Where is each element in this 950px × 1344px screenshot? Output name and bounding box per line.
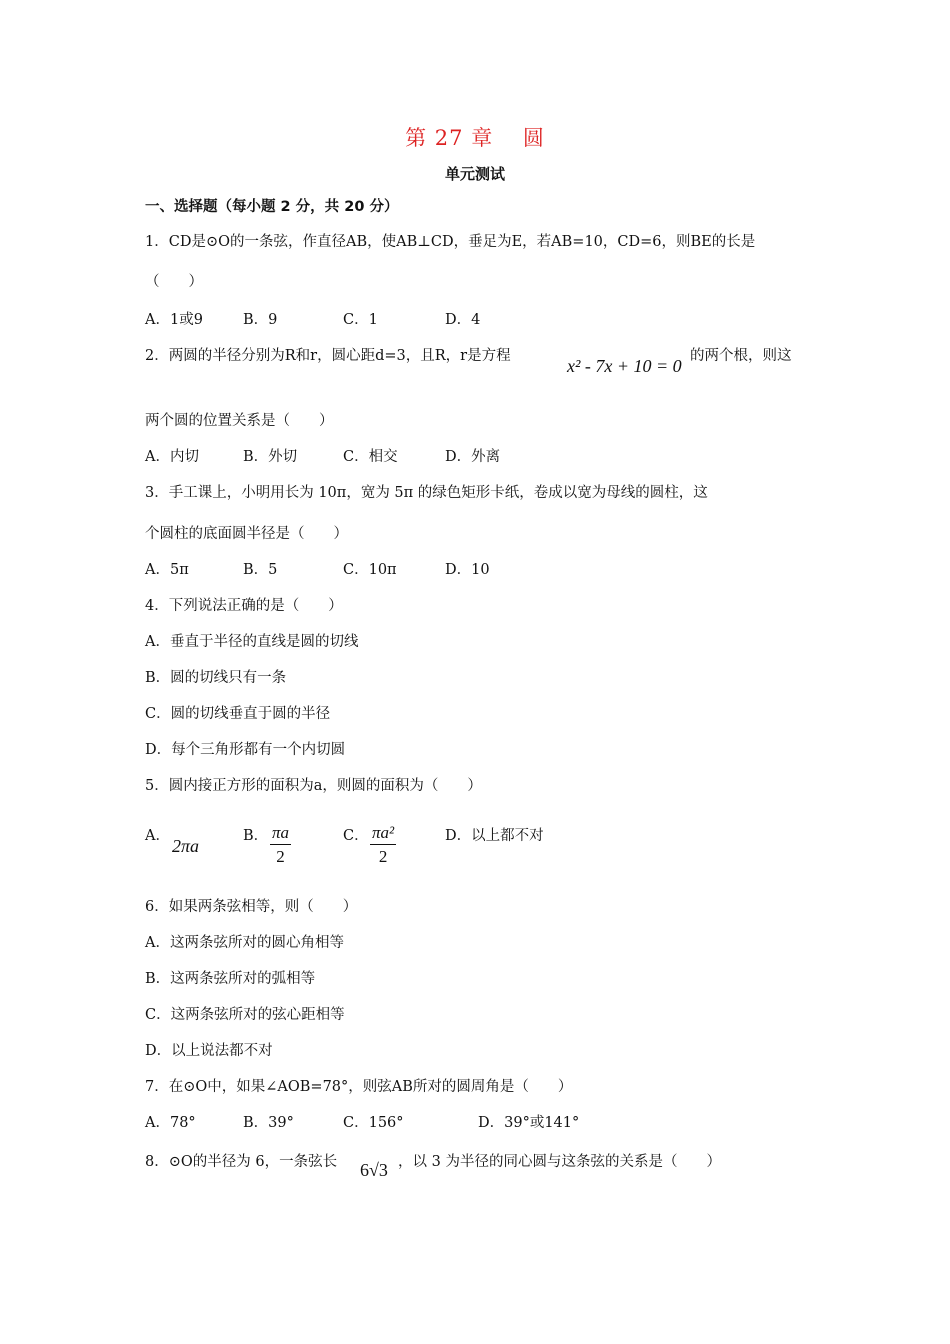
- q5-c-denominator: 2: [378, 847, 388, 866]
- q4-option-c: C．圆的切线垂直于圆的半径: [145, 706, 331, 722]
- q3-option-c: C．10π: [343, 562, 397, 578]
- question-6-text: 6．如果两条弦相等，则（ ）: [145, 899, 358, 915]
- q5-c-numerator: πa²: [370, 822, 396, 845]
- question-3-text: 3．手工课上，小明用长为 10π，宽为 5π 的绿色矩形卡纸，卷成以宽为母线的圆柱，这: [145, 485, 708, 501]
- q5-option-b-fraction: [270, 822, 291, 869]
- q3-option-b: B．5: [243, 562, 278, 578]
- q1-option-a: A．1或9: [145, 312, 203, 328]
- q7-option-a: A．78°: [145, 1115, 196, 1131]
- question-2-text-b: 的两个根，则这: [690, 348, 792, 364]
- question-3-text-line2: 个圆柱的底面圆半径是（ ）: [145, 526, 348, 542]
- question-8-text-a: 8．⊙O的半径为 6，一条弦长: [145, 1154, 338, 1170]
- q2-option-d: D．外离: [445, 449, 501, 465]
- question-1-text: 1．CD是⊙O的一条弦，作直径AB，使AB⊥CD，垂足为E，若AB=10，CD=6，则BE的长是: [145, 234, 756, 250]
- question-8-text-b: ，以 3 为半径的同心圆与这条弦的关系是（ ）: [398, 1154, 721, 1170]
- question-5-text: 5．圆内接正方形的面积为a，则圆的面积为（ ）: [145, 778, 482, 794]
- chapter-title: 第 27 章 圆: [405, 126, 545, 150]
- q2-equation: x² - 7x + 10 = 0: [567, 356, 682, 376]
- q2-option-c: C．相交: [343, 449, 398, 465]
- q6-option-d: D．以上说法都不对: [145, 1043, 273, 1059]
- question-1-paren: （ ）: [145, 274, 203, 290]
- q7-option-d: D．39°或141°: [478, 1115, 580, 1131]
- q8-chord-length: 6√3: [360, 1160, 388, 1180]
- q1-option-b: B．9: [243, 312, 278, 328]
- q7-option-b: B．39°: [243, 1115, 294, 1131]
- q5-option-c-label: C．: [343, 828, 369, 844]
- q5-option-b-label: B．: [243, 828, 269, 844]
- q7-option-c: C．156°: [343, 1115, 404, 1131]
- section-heading: 一、选择题（每小题 2 分，共 20 分）: [145, 199, 399, 215]
- q4-option-d: D．每个三角形都有一个内切圆: [145, 742, 346, 758]
- q5-option-a-label: A．: [145, 828, 170, 844]
- q3-option-a: A．5π: [145, 562, 189, 578]
- q1-option-d: D．4: [445, 312, 481, 328]
- q2-option-b: B．外切: [243, 449, 298, 465]
- q5-option-d: D．以上都不对: [445, 828, 544, 844]
- q5-b-numerator: πa: [270, 822, 291, 845]
- q5-option-c-fraction: [370, 822, 396, 869]
- question-2-text-a: 2．两圆的半径分别为R和r，圆心距d=3，且R，r是方程: [145, 348, 511, 364]
- question-2-text-line2: 两个圆的位置关系是（ ）: [145, 413, 334, 429]
- q5-option-a-math: 2πa: [172, 836, 200, 856]
- q2-option-a: A．内切: [145, 449, 199, 465]
- q4-option-b: B．圆的切线只有一条: [145, 670, 287, 686]
- q3-option-d: D．10: [445, 562, 490, 578]
- question-7-text: 7．在⊙O中，如果∠AOB=78°，则弦AB所对的圆周角是（ ）: [145, 1079, 573, 1095]
- unit-test-subtitle: 单元测试: [444, 165, 505, 183]
- question-4-text: 4．下列说法正确的是（ ）: [145, 598, 343, 614]
- q4-option-a: A．垂直于半径的直线是圆的切线: [145, 634, 359, 650]
- q6-option-b: B．这两条弦所对的弧相等: [145, 971, 316, 987]
- q5-b-denominator: 2: [276, 847, 285, 866]
- q6-option-c: C．这两条弦所对的弦心距相等: [145, 1007, 345, 1023]
- q6-option-a: A．这两条弦所对的圆心角相等: [145, 935, 344, 951]
- q1-option-c: C．1: [343, 312, 378, 328]
